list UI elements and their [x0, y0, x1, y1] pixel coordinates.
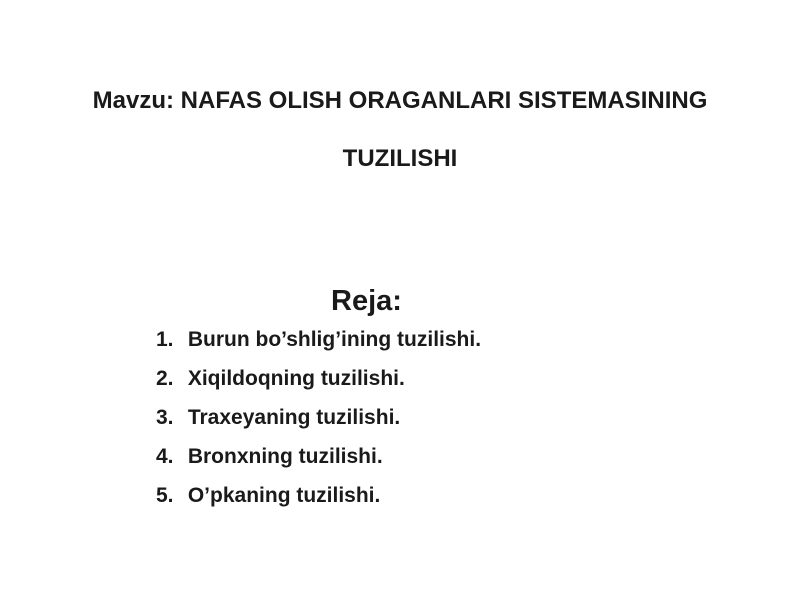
- plan-item-number: 4.: [156, 445, 174, 468]
- plan-item: [156, 483, 481, 522]
- plan-item: [156, 366, 481, 405]
- plan-item-text: O’pkaning tuzilishi.: [187, 484, 381, 507]
- plan-item-number: 2.: [156, 367, 174, 390]
- plan-heading: Reja:: [331, 285, 402, 317]
- plan-item: [156, 405, 481, 444]
- title-line-1: [0, 86, 800, 116]
- title-colon: :: [166, 87, 174, 114]
- title-line-2: TUZILISHI: [342, 145, 458, 172]
- plan-item-text: Traxeyaning tuzilishi.: [187, 406, 401, 429]
- plan-item: [156, 327, 481, 366]
- plan-list: [156, 327, 481, 522]
- plan-item-number: 1.: [156, 328, 174, 351]
- plan-item-number: 5.: [156, 484, 174, 507]
- slide-title: [0, 86, 800, 174]
- title-main: NAFAS OLISH ORAGANLARI SISTEMASINING: [174, 87, 708, 114]
- plan-item-number: 3.: [156, 406, 174, 429]
- plan-item-text: Bronxning tuzilishi.: [187, 445, 383, 468]
- plan-item-text: Burun bo’shlig’ining tuzilishi.: [187, 328, 482, 351]
- plan-item: [156, 444, 481, 483]
- plan-item-text: Xiqildoqning tuzilishi.: [187, 367, 405, 390]
- title-prefix: Mavzu: [92, 87, 166, 114]
